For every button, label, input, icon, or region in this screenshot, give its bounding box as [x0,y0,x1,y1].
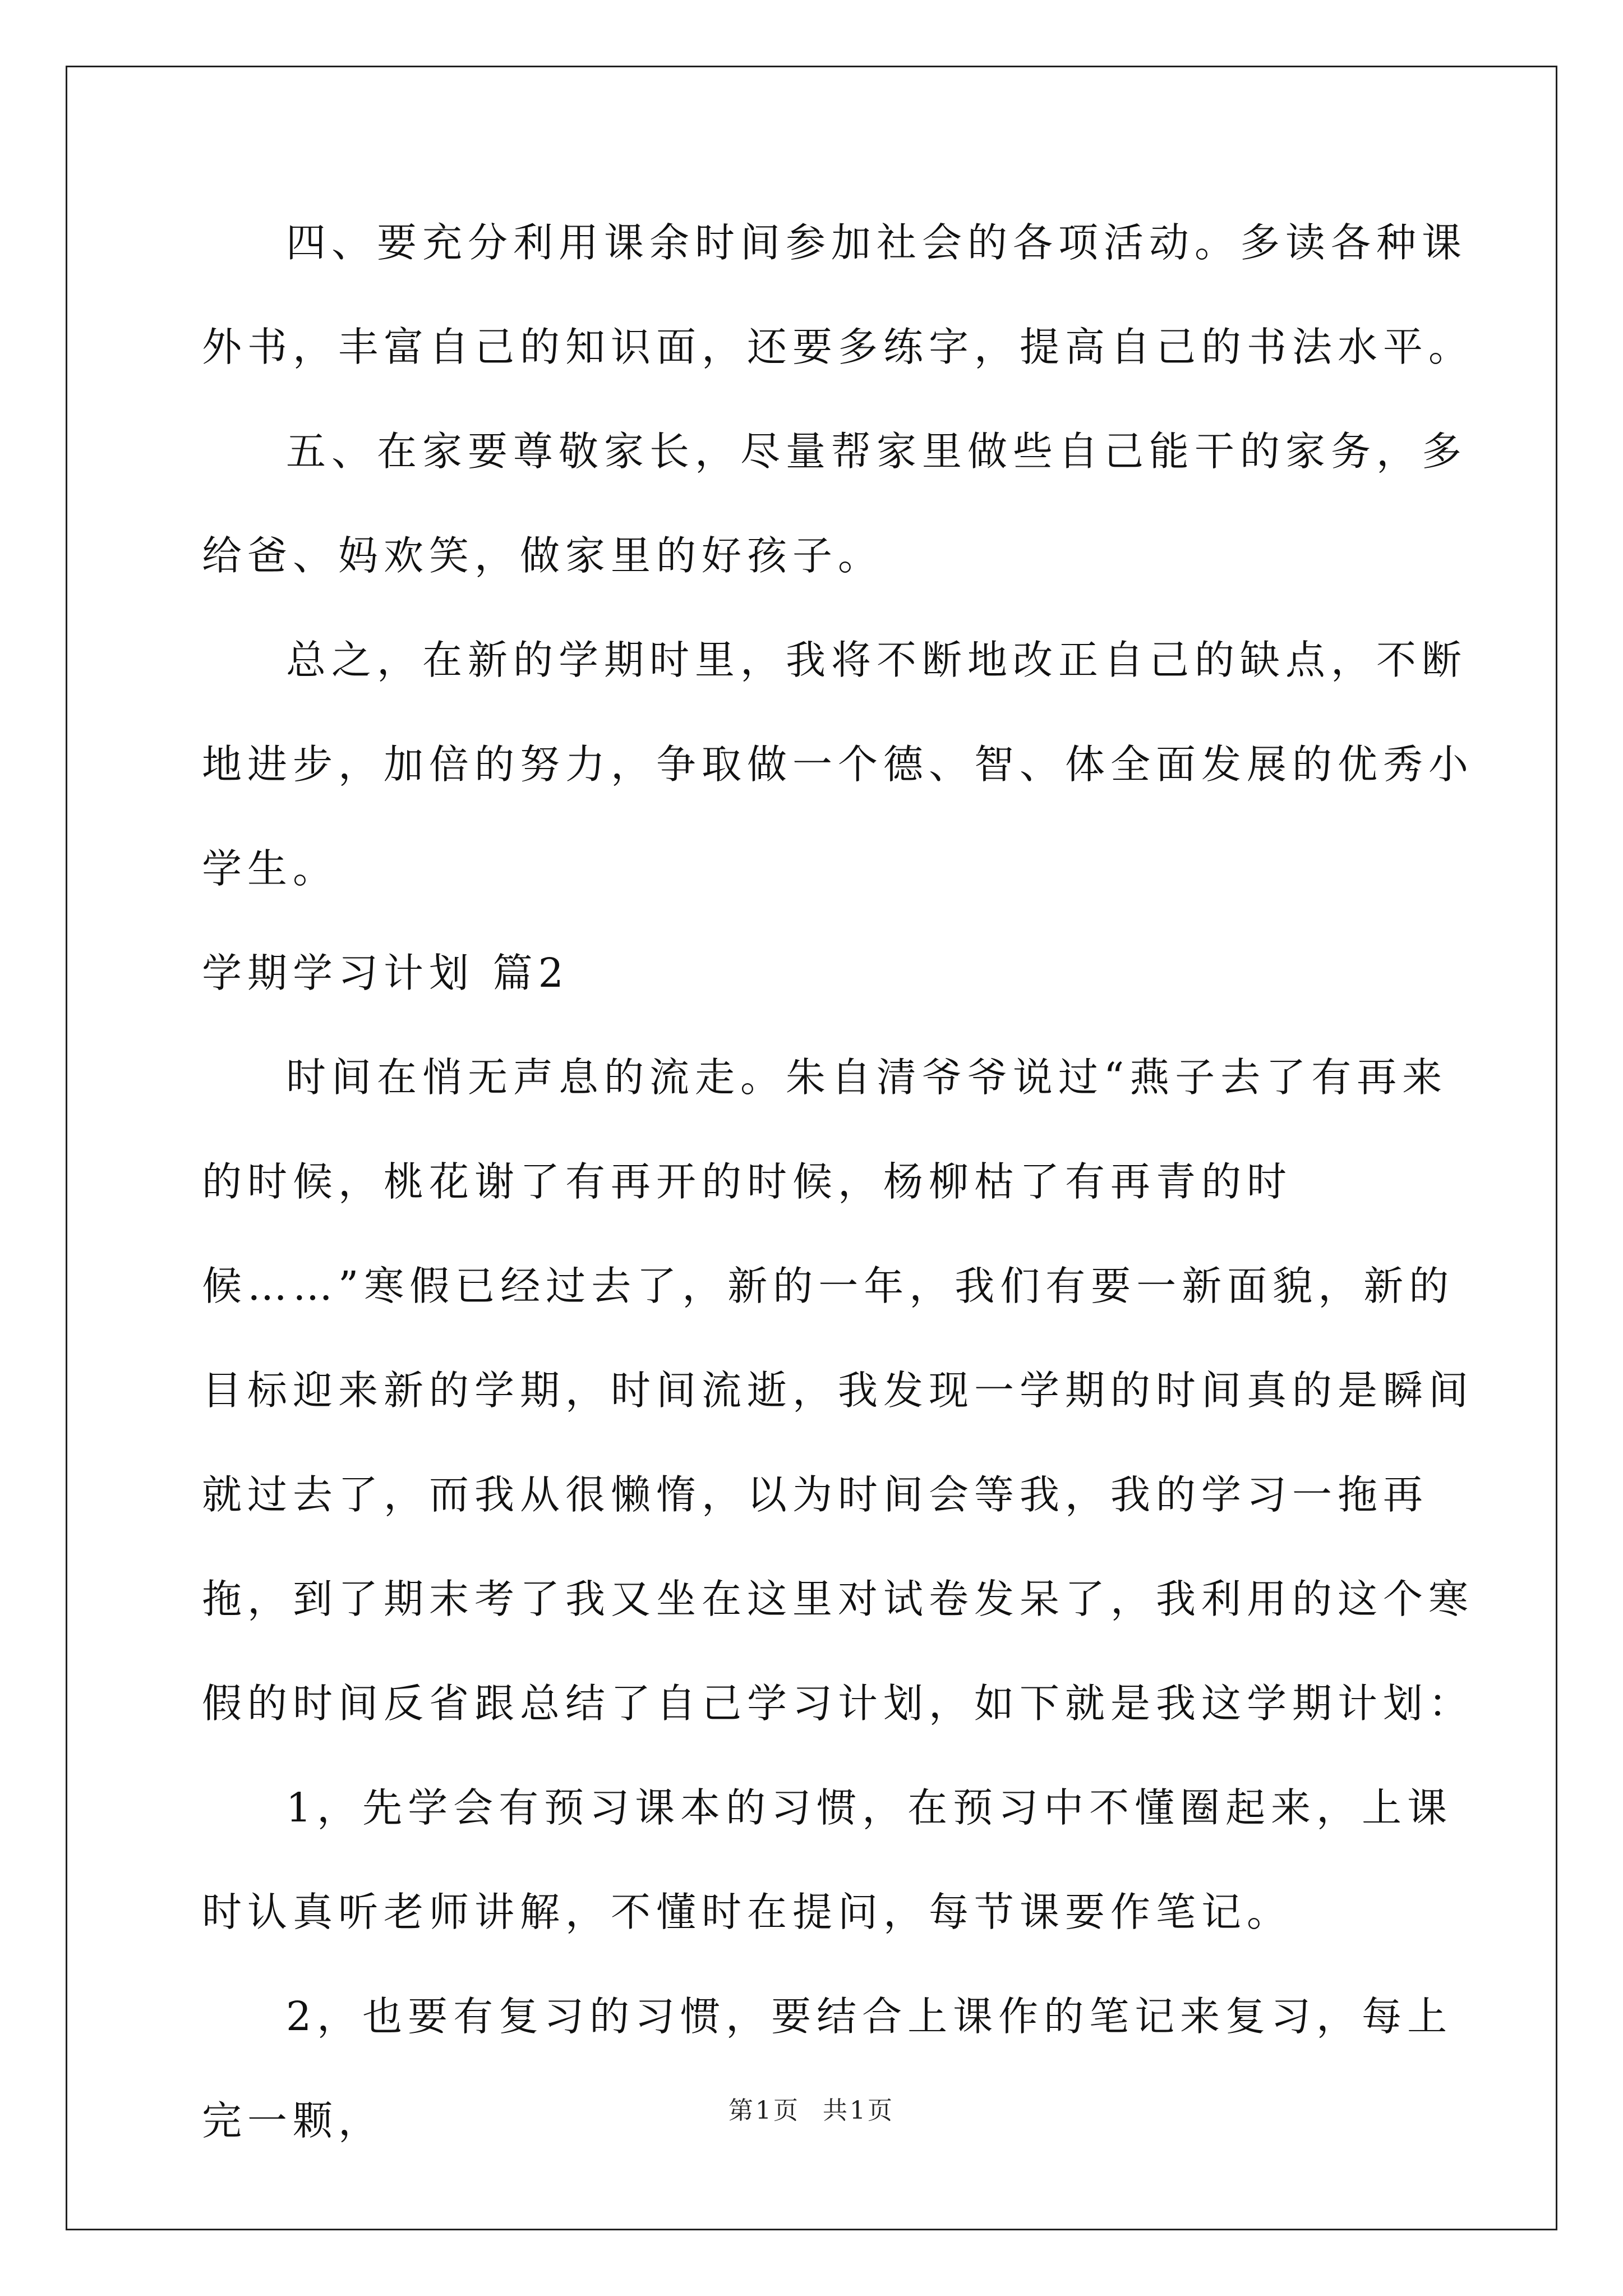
paragraph-item-4: 四、要充分利用课余时间参加社会的各项活动。多读各种课外书，丰富自己的知识面，还要多练字，提高自己的书法水平。 [202,219,1474,370]
document-body [202,191,1486,2173]
page-footer [0,2090,1623,2126]
page-number-current: 第1页 [728,2096,800,2125]
section-heading: 学期学习计划 篇2 [202,950,569,996]
paragraph-intro: 时间在悄无声息的流走。朱自清爷爷说过“燕子去了有再来的时候，桃花谢了有再开的时候，杨柳枯了有再青的时候……”寒假已经过去了，新的一年，我们有要一新面貌，新的目标迎来新的学期，时间流逝，我发现一学期的时间真的是瞬间就过去了，而我从很懒惰，以为时间会等我，我的学习一拖再拖，到了期末考了我又坐在这里对试卷发呆了，我利用的这个寒假的时间反省跟总结了自己学习计划，如下就是我这学期计划： [202,1054,1474,1727]
paragraph-plan-2: 2，也要有复习的习惯，要结合上课作的笔记来复习，每上完一颗， [202,1993,1453,2144]
paragraph-conclusion: 总之，在新的学期时里，我将不断地改正自己的缺点，不断地进步，加倍的努力，争取做一个德、智、体全面发展的优秀小学生。 [202,637,1474,892]
paragraph-plan-1: 1，先学会有预习课本的习惯，在预习中不懂圈起来，上课时认真听老师讲解，不懂时在提问，每节课要作笔记。 [202,1784,1453,1935]
paragraph-item-5: 五、在家要尊敬家长，尽量帮家里做些自己能干的家务，多给爸、妈欢笑，做家里的好孩子。 [202,428,1468,579]
page-number-total: 共1页 [823,2096,895,2125]
